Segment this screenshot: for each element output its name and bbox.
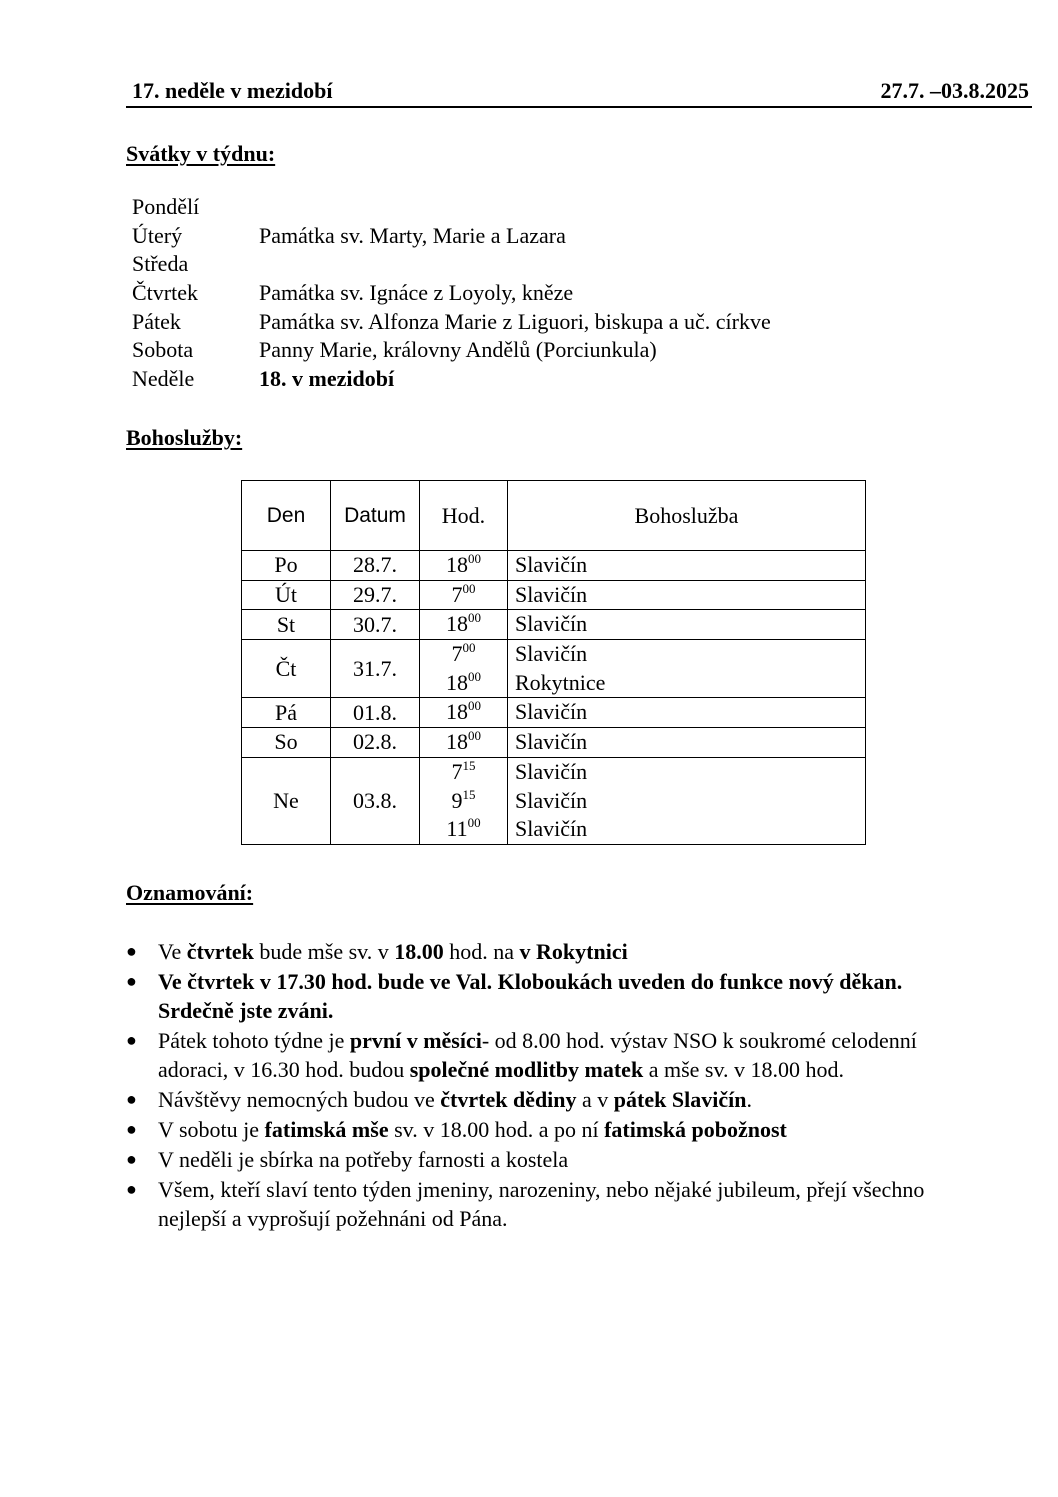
service-time-minutes: 00 bbox=[468, 668, 481, 684]
bullet-icon: ● bbox=[126, 1089, 137, 1109]
service-place: Slavičín bbox=[515, 816, 588, 842]
service-time: $18^{00}$ bbox=[446, 698, 481, 725]
feasts-heading: Svátky v týdnu: bbox=[126, 141, 276, 166]
column-header-den: Den bbox=[242, 481, 331, 551]
service-row bbox=[242, 698, 866, 728]
service-time: $7^{00}$ bbox=[451, 580, 476, 607]
service-places bbox=[508, 698, 866, 728]
service-time: $18^{00}$ bbox=[446, 728, 481, 755]
notice-text-segment: Všem, kteří slaví tento týden jmeniny, narozeniny, nebo nějaké jubileum, přejí všechno nejlepší a vyprošují požehnáni od Pána. bbox=[158, 1177, 925, 1231]
notice-text bbox=[158, 1177, 924, 1231]
notice-text-segment: bude mše sv. v bbox=[253, 939, 395, 964]
notice-text bbox=[158, 1087, 752, 1112]
service-date: 03.8. bbox=[331, 757, 420, 844]
service-time-minutes: 00 bbox=[468, 610, 481, 626]
notice-text bbox=[158, 939, 628, 964]
column-header-hod: Hod. bbox=[420, 481, 508, 551]
notice-text-bold: pátek Slavičín bbox=[613, 1087, 747, 1112]
service-time: $18^{00}$ bbox=[446, 610, 481, 637]
notice-text bbox=[158, 969, 902, 1023]
service-place: Slavičín bbox=[515, 611, 588, 637]
header-week-title: 17. neděle v mezidobí bbox=[132, 78, 333, 103]
table-header-row bbox=[242, 481, 866, 551]
service-row bbox=[242, 640, 866, 698]
notice-text bbox=[158, 1117, 787, 1142]
feast-day: Středa bbox=[132, 251, 189, 277]
service-place: Slavičín bbox=[515, 758, 588, 784]
service-row bbox=[242, 551, 866, 581]
service-times bbox=[420, 757, 508, 844]
service-time: $18^{00}$ bbox=[446, 551, 481, 577]
notice-text-bold: v Rokytnici bbox=[519, 939, 628, 964]
service-date: 31.7. bbox=[331, 640, 420, 698]
service-date: 01.8. bbox=[331, 698, 420, 728]
service-place: Slavičín bbox=[515, 787, 588, 813]
column-header-datum: Datum bbox=[331, 481, 420, 551]
feast-description: Památka sv. Ignáce z Loyoly, kněze bbox=[259, 280, 574, 306]
service-place: Slavičín bbox=[515, 699, 588, 725]
bullet-icon: ● bbox=[126, 941, 137, 961]
feast-day: Úterý bbox=[132, 222, 183, 248]
bullet-icon: ● bbox=[126, 1030, 137, 1050]
service-times bbox=[420, 551, 508, 581]
notice-item bbox=[126, 1115, 946, 1144]
notices-list bbox=[126, 937, 946, 1234]
service-places bbox=[508, 580, 866, 610]
service-row bbox=[242, 580, 866, 610]
service-time-minutes: 00 bbox=[462, 580, 476, 596]
notice-text-bold: první v měsíci bbox=[349, 1028, 482, 1053]
bullet-icon: ● bbox=[126, 1119, 137, 1139]
service-date: 30.7. bbox=[331, 610, 420, 640]
notice-text-bold: čtvrtek bbox=[186, 939, 254, 964]
services-table-body bbox=[242, 551, 866, 845]
service-place: Slavičín bbox=[515, 641, 588, 667]
service-places bbox=[508, 551, 866, 581]
service-time: $7^{00}$ bbox=[451, 640, 476, 667]
service-times bbox=[420, 610, 508, 640]
service-time-minutes: 00 bbox=[462, 640, 476, 656]
feast-day: Sobota bbox=[132, 337, 194, 363]
service-day: Út bbox=[242, 580, 331, 610]
feast-description: Panny Marie, královny Andělů (Porciunkula) bbox=[259, 337, 657, 363]
services-heading: Bohoslužby: bbox=[126, 425, 243, 450]
notice-text-segment: Ve bbox=[158, 939, 187, 964]
service-times bbox=[420, 728, 508, 758]
service-place: Rokytnice bbox=[515, 669, 606, 695]
notice-text-segment: Návštěvy nemocných budou ve bbox=[158, 1087, 441, 1112]
service-time: $11^{00}$ bbox=[446, 815, 481, 842]
service-day: Po bbox=[242, 551, 331, 581]
notice-text-segment: a mše sv. v 18.00 hod. bbox=[643, 1057, 845, 1082]
service-time-minutes: 15 bbox=[462, 786, 476, 802]
feast-description: Památka sv. Alfonza Marie z Liguori, biskupa a uč. církve bbox=[259, 308, 771, 334]
service-places bbox=[508, 757, 866, 844]
service-places bbox=[508, 728, 866, 758]
notice-text-bold: fatimská pobožnost bbox=[604, 1117, 787, 1142]
bullet-icon: ● bbox=[126, 971, 137, 991]
notices-heading: Oznamování: bbox=[126, 880, 254, 905]
service-date: 29.7. bbox=[331, 580, 420, 610]
notice-text-segment: hod. na bbox=[443, 939, 520, 964]
service-time-minutes: 00 bbox=[467, 815, 481, 831]
notice-item bbox=[126, 1175, 946, 1233]
service-place: Slavičín bbox=[515, 729, 588, 755]
service-day: St bbox=[242, 610, 331, 640]
service-place: Slavičín bbox=[515, 581, 588, 607]
service-day: Ne bbox=[242, 757, 331, 844]
service-row bbox=[242, 728, 866, 758]
service-times bbox=[420, 640, 508, 698]
notice-item bbox=[126, 1085, 946, 1114]
service-time: $7^{15}$ bbox=[451, 757, 476, 784]
service-place: Slavičín bbox=[515, 552, 588, 577]
feast-day: Čtvrtek bbox=[132, 280, 198, 306]
notice-text-segment: Pátek tohoto týdne je bbox=[158, 1028, 350, 1053]
column-header-bohosluzba: Bohoslužba bbox=[508, 481, 866, 551]
notice-text-segment: V neděli je sbírka na potřeby farnosti a kostela bbox=[158, 1147, 569, 1172]
service-row bbox=[242, 610, 866, 640]
service-time-minutes: 00 bbox=[468, 698, 481, 714]
notice-text-bold: čtvrtek dědiny bbox=[440, 1087, 577, 1112]
service-places bbox=[508, 640, 866, 698]
feast-description: Památka sv. Marty, Marie a Lazara bbox=[259, 222, 566, 248]
notice-text-segment: - od 8.00 hod. výstav NSO k soukromé celodenní adoraci, v 16.30 hod. budou bbox=[158, 1028, 917, 1082]
notice-text-segment: a v bbox=[576, 1087, 614, 1112]
notice-item bbox=[126, 937, 946, 966]
service-row bbox=[242, 757, 866, 844]
notice-text bbox=[158, 1028, 917, 1082]
service-time-minutes: 15 bbox=[462, 757, 476, 773]
service-day: Čt bbox=[242, 640, 331, 698]
service-places bbox=[508, 610, 866, 640]
feast-day: Neděle bbox=[132, 366, 195, 392]
service-times bbox=[420, 698, 508, 728]
bullet-icon: ● bbox=[126, 1179, 137, 1199]
page-header bbox=[126, 78, 1032, 108]
service-time-minutes: 00 bbox=[468, 728, 481, 744]
service-times bbox=[420, 580, 508, 610]
notice-text-bold: 18.00 bbox=[394, 939, 444, 964]
notice-text-bold: Ve čtvrtek v 17.30 hod. bude ve Val. Kloboukách uveden do funkce nový děkan. Srdečně jste zváni. bbox=[158, 969, 903, 1023]
notice-text-segment: V sobotu je bbox=[158, 1117, 265, 1142]
bullet-icon: ● bbox=[126, 1149, 137, 1169]
notice-item bbox=[126, 967, 946, 1025]
header-date-range: 27.7. –03.8.2025 bbox=[880, 78, 1029, 103]
feast-day: Pondělí bbox=[132, 194, 200, 219]
notice-text-segment: sv. v 18.00 hod. a po ní bbox=[388, 1117, 605, 1142]
notice-item bbox=[126, 1026, 946, 1084]
feast-day: Pátek bbox=[132, 308, 181, 334]
service-day: Pá bbox=[242, 698, 331, 728]
service-time-minutes: 00 bbox=[468, 551, 481, 566]
notice-text bbox=[158, 1147, 568, 1172]
notice-text-bold: společné modlitby matek bbox=[409, 1057, 644, 1082]
service-day: So bbox=[242, 728, 331, 758]
notice-text-bold: fatimská mše bbox=[264, 1117, 389, 1142]
services-table bbox=[241, 480, 866, 845]
service-date: 28.7. bbox=[331, 551, 420, 581]
notice-text-segment: . bbox=[746, 1087, 752, 1112]
notice-item bbox=[126, 1145, 946, 1174]
service-time: $9^{15}$ bbox=[451, 786, 476, 813]
feast-description: 18. v mezidobí bbox=[259, 366, 395, 392]
service-date: 02.8. bbox=[331, 728, 420, 758]
service-time: $18^{00}$ bbox=[446, 668, 481, 695]
